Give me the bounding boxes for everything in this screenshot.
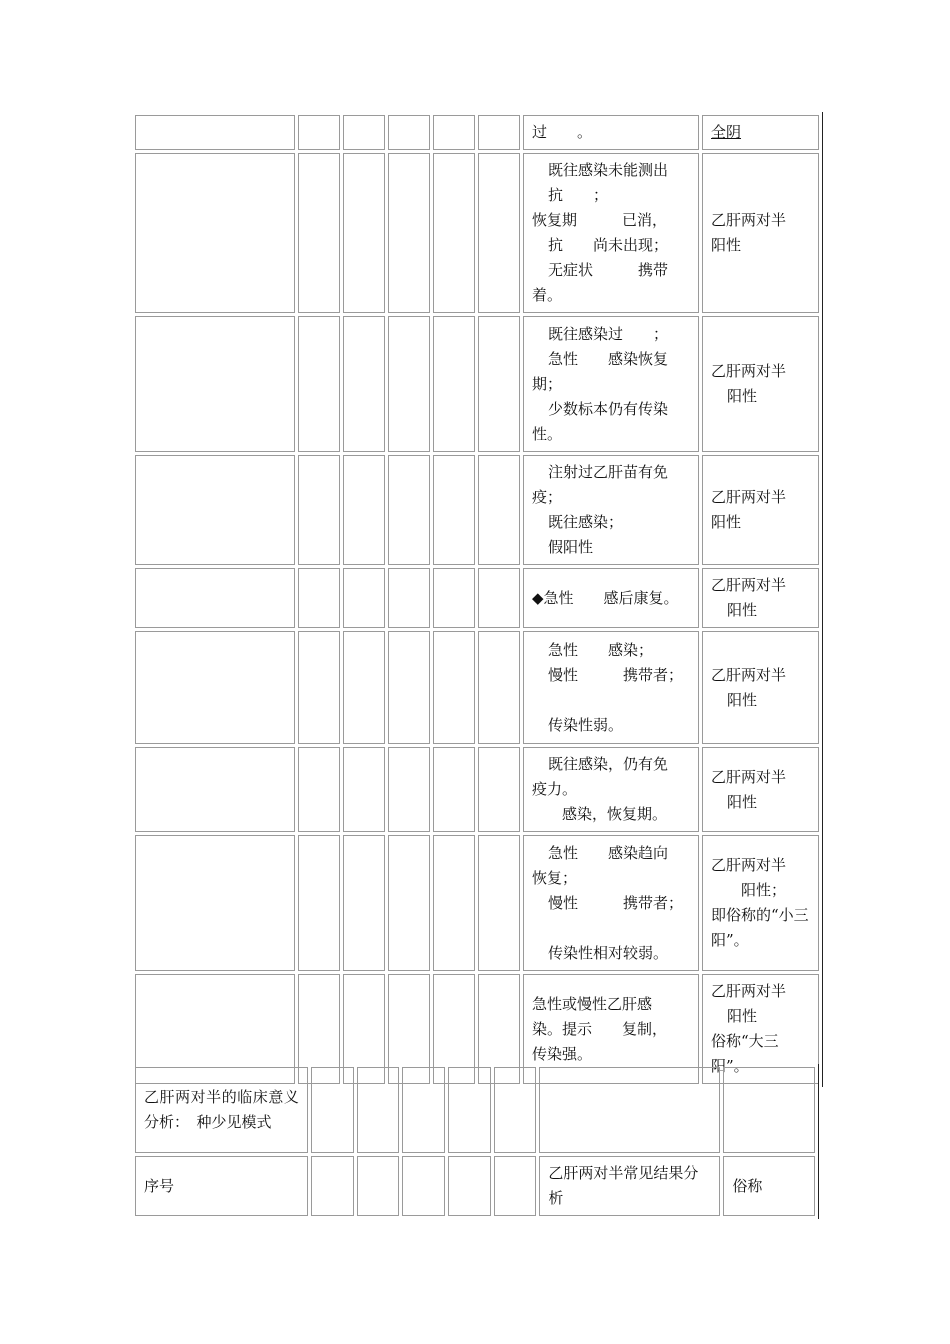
analysis-line: 期； bbox=[532, 374, 563, 393]
analysis-line: 慢性 携带者； bbox=[548, 893, 684, 912]
empty-cell bbox=[311, 1156, 354, 1216]
analysis-line: 既往感染未能测出 bbox=[548, 161, 669, 179]
nickname-cell bbox=[702, 747, 819, 832]
result-row bbox=[135, 115, 819, 150]
nickname-cell bbox=[702, 568, 819, 628]
analysis-cell bbox=[523, 568, 699, 628]
nickname-line: 乙肝两对半 bbox=[711, 665, 787, 684]
nickname-line: 乙肝两对半 bbox=[711, 488, 787, 506]
analysis-line: 恢复； bbox=[532, 868, 578, 887]
marker-cell bbox=[298, 455, 340, 565]
nickname-cell bbox=[702, 115, 819, 150]
analysis-cell bbox=[523, 631, 699, 744]
empty-cell bbox=[723, 1067, 815, 1153]
nickname-line: 阳性 bbox=[727, 690, 758, 709]
marker-cell bbox=[343, 747, 385, 832]
empty-cell bbox=[494, 1156, 537, 1216]
analysis-cell bbox=[523, 835, 699, 971]
analysis-line: 感染，恢复期。 bbox=[562, 805, 668, 823]
nickname-cell bbox=[702, 835, 819, 971]
analysis-line: 慢性 携带者； bbox=[548, 665, 684, 684]
marker-cell bbox=[343, 115, 385, 150]
analysis-line: 染。提示 复制， bbox=[532, 1019, 668, 1038]
analysis-line: 抗 ； bbox=[548, 186, 609, 204]
nickname-line: 乙肝两对半 bbox=[711, 362, 787, 380]
analysis-cell bbox=[523, 316, 699, 452]
empty-cell bbox=[494, 1067, 537, 1153]
marker-cell bbox=[343, 153, 385, 313]
analysis-line: 疫力。 bbox=[532, 780, 578, 798]
analysis-line: 抗 尚未出现； bbox=[548, 236, 669, 254]
nickname-line: 乙肝两对半 bbox=[711, 211, 787, 229]
nickname-cell bbox=[702, 631, 819, 744]
marker-cell bbox=[388, 115, 430, 150]
marker-cell bbox=[478, 115, 520, 150]
marker-cell bbox=[388, 568, 430, 628]
marker-cell bbox=[478, 747, 520, 832]
result-row bbox=[135, 455, 819, 565]
marker-cell bbox=[298, 568, 340, 628]
nickname-line: 乙肝两对半 bbox=[711, 982, 787, 1000]
marker-cell bbox=[388, 455, 430, 565]
marker-cell bbox=[388, 747, 430, 832]
marker-cell bbox=[478, 455, 520, 565]
analysis-line: 疫； bbox=[532, 488, 563, 506]
marker-cell bbox=[298, 747, 340, 832]
pattern-cell bbox=[135, 747, 295, 832]
marker-cell bbox=[478, 568, 520, 628]
nickname-cell bbox=[702, 153, 819, 313]
marker-cell bbox=[298, 316, 340, 452]
analysis-line bbox=[532, 916, 690, 941]
analysis-line: 过 。 bbox=[532, 123, 593, 141]
analysis-line: 传染性相对较弱。 bbox=[548, 943, 669, 962]
analysis-line: 急性 感染趋向 bbox=[548, 843, 669, 862]
result-row bbox=[135, 316, 819, 452]
analysis-line: 传染强。 bbox=[532, 1044, 593, 1063]
marker-cell bbox=[433, 455, 475, 565]
header-no: 序号 bbox=[135, 1156, 308, 1216]
empty-cell bbox=[448, 1156, 491, 1216]
empty-cell bbox=[402, 1156, 445, 1216]
result-row bbox=[135, 835, 819, 971]
nickname-line: 乙肝两对半 bbox=[711, 576, 787, 594]
nickname-line: 乙肝两对半 bbox=[711, 767, 787, 786]
analysis-line: 假阳性 bbox=[548, 538, 594, 556]
marker-cell bbox=[433, 835, 475, 971]
section-title: 乙肝两对半的临床意义分析： 种少见模式 bbox=[135, 1067, 308, 1153]
nickname-line: 俗称“大三阳”。 bbox=[711, 1032, 779, 1075]
marker-cell bbox=[298, 631, 340, 744]
pattern-cell bbox=[135, 115, 295, 150]
analysis-line: 恢复期 已消， bbox=[532, 211, 668, 229]
header-analysis: 乙肝两对半常见结果分析 bbox=[539, 1156, 720, 1216]
pattern-cell bbox=[135, 835, 295, 971]
marker-cell bbox=[433, 747, 475, 832]
analysis-cell bbox=[523, 747, 699, 832]
nickname-line: 即俗称的“小三阳”。 bbox=[711, 906, 809, 949]
analysis-line bbox=[532, 688, 690, 713]
nickname-line: 阳性 bbox=[711, 513, 742, 531]
marker-cell bbox=[433, 153, 475, 313]
marker-cell bbox=[298, 835, 340, 971]
marker-cell bbox=[343, 568, 385, 628]
analysis-cell bbox=[523, 115, 699, 150]
empty-cell bbox=[357, 1067, 400, 1153]
marker-cell bbox=[388, 835, 430, 971]
header-nickname: 俗称 bbox=[723, 1156, 815, 1216]
analysis-line: 急性 感染； bbox=[548, 640, 654, 659]
empty-cell bbox=[311, 1067, 354, 1153]
analysis-line: 既往感染； bbox=[548, 513, 624, 531]
analysis-line: 少数标本仍有传染 bbox=[548, 399, 669, 418]
analysis-line: 既往感染过 ； bbox=[548, 324, 669, 343]
marker-cell bbox=[478, 153, 520, 313]
empty-cell bbox=[402, 1067, 445, 1153]
marker-cell bbox=[343, 316, 385, 452]
nickname-cell bbox=[702, 316, 819, 452]
nickname-line: 阳性 bbox=[711, 236, 742, 254]
marker-cell bbox=[388, 153, 430, 313]
empty-cell bbox=[539, 1067, 720, 1153]
nickname-line: 阳性 bbox=[727, 601, 758, 619]
marker-cell bbox=[478, 631, 520, 744]
pattern-cell bbox=[135, 316, 295, 452]
analysis-line: ◆急性 感后康复。 bbox=[532, 588, 679, 607]
empty-cell bbox=[357, 1156, 400, 1216]
column-header-row bbox=[135, 1156, 815, 1216]
nickname-cell bbox=[702, 455, 819, 565]
marker-cell bbox=[433, 115, 475, 150]
nickname-line: 阳性 bbox=[727, 1007, 758, 1025]
pattern-table bbox=[132, 1064, 819, 1219]
marker-cell bbox=[343, 455, 385, 565]
result-row bbox=[135, 153, 819, 313]
nickname-line: 阳性； bbox=[741, 881, 787, 899]
pattern-cell bbox=[135, 153, 295, 313]
analysis-line: 着。 bbox=[532, 286, 563, 304]
marker-cell bbox=[343, 631, 385, 744]
analysis-line: 传染性弱。 bbox=[548, 715, 624, 734]
pattern-cell bbox=[135, 455, 295, 565]
results-table bbox=[132, 112, 823, 1087]
marker-cell bbox=[433, 568, 475, 628]
pattern-cell bbox=[135, 631, 295, 744]
marker-cell bbox=[298, 115, 340, 150]
marker-cell bbox=[478, 316, 520, 452]
pattern-cell bbox=[135, 568, 295, 628]
analysis-cell bbox=[523, 455, 699, 565]
analysis-line: 急性或慢性乙肝感 bbox=[532, 994, 653, 1013]
results-table-body bbox=[135, 115, 819, 1084]
result-row bbox=[135, 568, 819, 628]
nickname-line: 乙肝两对半 bbox=[711, 856, 787, 874]
marker-cell bbox=[343, 835, 385, 971]
empty-cell bbox=[448, 1067, 491, 1153]
analysis-line: 无症状 携带 bbox=[548, 261, 669, 279]
marker-cell bbox=[433, 316, 475, 452]
analysis-line: 注射过乙肝苗有免 bbox=[548, 463, 669, 481]
analysis-line: 急性 感染恢复 bbox=[548, 349, 669, 368]
marker-cell bbox=[478, 835, 520, 971]
marker-cell bbox=[433, 631, 475, 744]
nickname-line: 全阴 bbox=[711, 123, 742, 141]
nickname-line: 阳性 bbox=[727, 387, 758, 405]
marker-cell bbox=[388, 316, 430, 452]
marker-cell bbox=[388, 631, 430, 744]
marker-cell bbox=[298, 153, 340, 313]
analysis-line: 既往感染，仍有免 bbox=[548, 755, 669, 773]
result-row bbox=[135, 747, 819, 832]
section-title-row bbox=[135, 1067, 815, 1153]
nickname-line: 阳性 bbox=[727, 792, 758, 811]
result-row bbox=[135, 631, 819, 744]
analysis-line: 性。 bbox=[532, 424, 563, 443]
analysis-cell bbox=[523, 153, 699, 313]
